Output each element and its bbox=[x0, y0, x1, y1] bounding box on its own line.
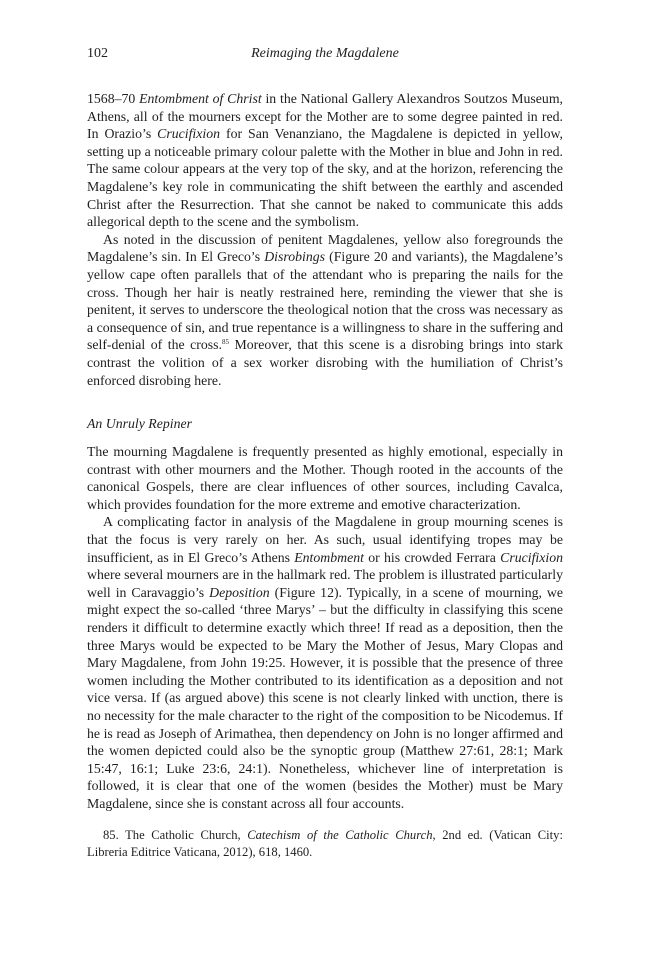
paragraph-2 bbox=[87, 231, 563, 389]
paragraph-3 bbox=[87, 443, 563, 513]
body-text bbox=[87, 90, 563, 861]
footnote-reference: 85 bbox=[221, 338, 229, 347]
running-title: Reimaging the Magdalene bbox=[251, 46, 399, 61]
paragraph-text: The mourning Magdalene is frequently presented as highly emotional, especially in contrast with other mourners and the Mother. Though rooted in the accounts of the canonical Gospels, there are clear influences of other sources, including Cavalca, which provides foundation for the more extreme and emotive characterization. bbox=[87, 444, 563, 512]
artwork-title: Deposition bbox=[209, 584, 270, 600]
paragraph-4 bbox=[87, 513, 563, 812]
artwork-title: Disrobings bbox=[264, 249, 326, 265]
artwork-title: Crucifixion bbox=[157, 126, 221, 142]
artwork-title: Crucifixion bbox=[500, 549, 563, 565]
paragraph-text: A complicating factor in analysis of the Magdalene in group mourning scenes is that the focus is very rarely on her. As such, usual identifying tropes may be insufficient, as in El Greco’s Athens bbox=[87, 514, 563, 565]
paragraph-1 bbox=[87, 90, 563, 231]
paragraph-text: or his crowded Ferrara bbox=[363, 549, 501, 565]
artwork-title: Entombment of Christ bbox=[139, 91, 262, 106]
book-title: Catechism of the Catholic Church bbox=[247, 827, 433, 842]
paragraph-text: (Figure 12). Typically, in a scene of mourning, we might expect the so-called ‘three Marys’ – but the difficulty in classifying this scene renders it difficult to determine exactly which three! If read as a deposition, then the three Marys would be expected to be Mary the Mother of Jesus, Mary Clopas and Mary Magdalene, from John 19:25. However, it is possible that the presence of three women including the Mother contributed to its identification as a deposition and not vice versa. If (as argued above) this scene is not clearly linked with unction, there is no necessity for the male character to the right of the composition to be Nicodemus. If he is read as Joseph of Arimathea, then dependency on John is no longer affirmed and the women depicted could also be the synoptic group (Matthew 27:61, 28:1; Mark 15:47, 16:1; Luke 23:6, 24:1). Nonetheless, whichever line of interpretation is followed, it is clear that one of the women (besides the Mother) must be Mary Magdalene, since she is constant across all four accounts. bbox=[87, 584, 563, 811]
paragraph-text: Moreover, that this scene is a disrobing brings into stark contrast the volition of a sex worker disrobing with the humiliation of Christ’s enforced disrobing here. bbox=[87, 337, 563, 388]
footnote-text: , 2nd ed. (Vatican City: Libreria Editrice Vaticana, 2012), 618, 1460. bbox=[87, 827, 563, 859]
running-head bbox=[87, 44, 563, 64]
page-number: 102 bbox=[87, 46, 108, 61]
footnote-85 bbox=[87, 827, 563, 861]
paragraph-text: As noted in the discussion of penitent Magdalenes, yellow also foregrounds the Magdalene’s sin. In El Greco’s bbox=[87, 231, 563, 265]
paragraph-text: for San Venanziano, the Magdalene is depicted in yellow, setting up a noticeable primary colour palette with the Mother in blue and John in red. The same colour appears at the very top of the sky, and at the horizon, referencing the Magdalene’s key role in communicating the shift between the earthly and ascended Christ after the Resurrection. That she cannot be naked to communicate this adds allegorical depth to the scene and the symbolism. bbox=[87, 126, 563, 230]
paragraph-text: in the National Gallery Alexandros Soutzos Museum, Athens, all of the mourners except for the Mother are to some degree painted in red. In Orazio’s bbox=[87, 91, 563, 142]
paragraph-text: (Figure 20 and variants), the Magdalene’s yellow cape often parallels that of the attendant who is preparing the nails for the cross. Though her hair is neatly restrained here, reminding the viewer that she is penitent, it serves to underscore the theological notion that the cross was necessary as a consequence of sin, and true repentance is a willingness to share in the suffering and self-denial of the cross. bbox=[87, 249, 563, 353]
footnote-text: 85. The Catholic Church, bbox=[103, 827, 248, 842]
paragraph-text: where several mourners are in the hallmark red. The problem is illustrated particularly well in Caravaggio’s bbox=[87, 567, 563, 600]
section-heading: An Unruly Repiner bbox=[87, 416, 192, 432]
artwork-title: Entombment bbox=[294, 549, 364, 565]
paragraph-text: 1568–70 bbox=[87, 91, 140, 106]
